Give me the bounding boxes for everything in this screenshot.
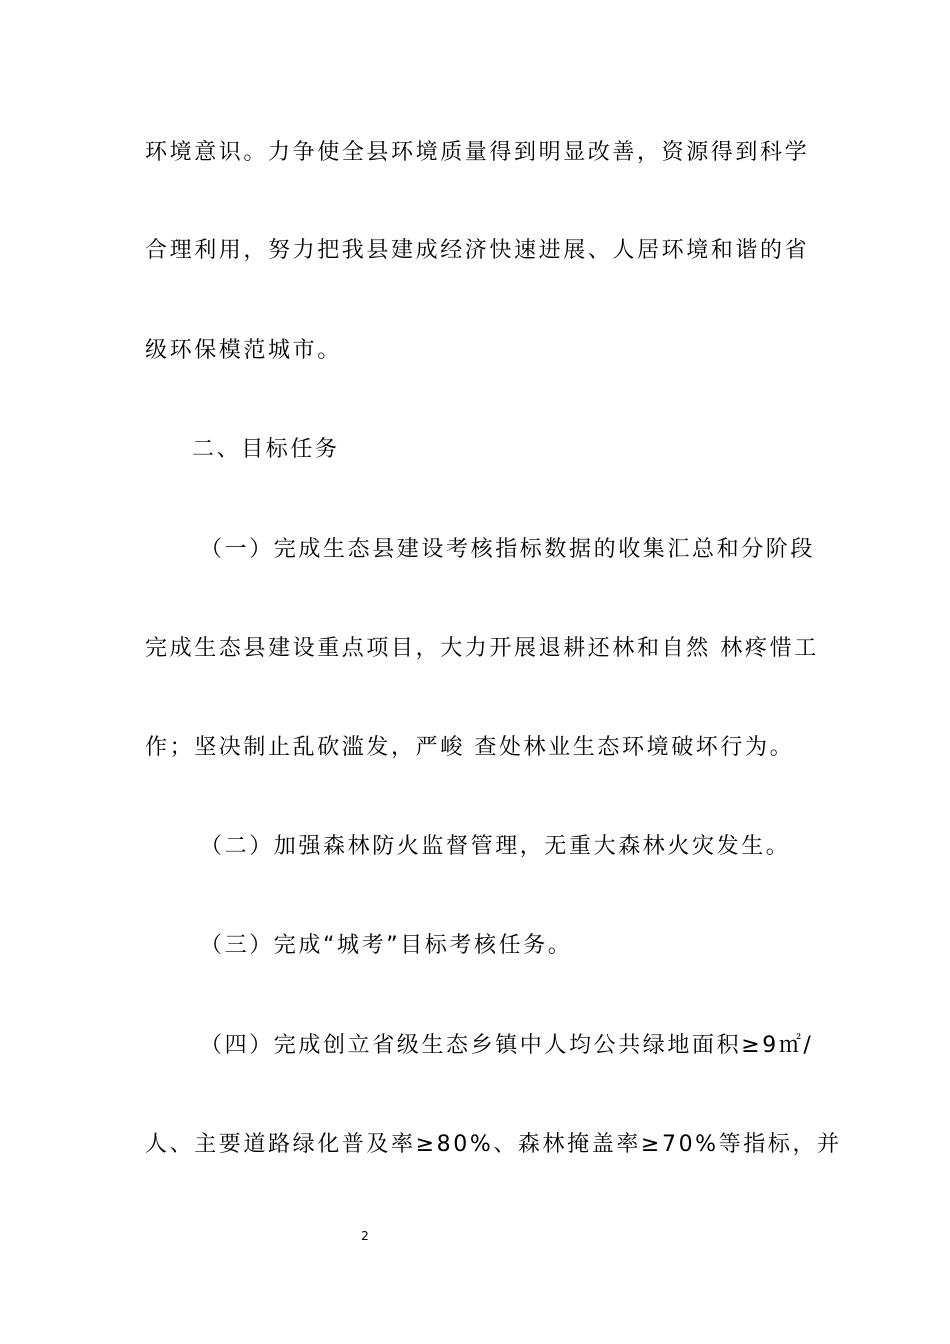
paragraph-line: （四）完成创立省级生态乡镇中人均公共绿地面积≥9㎡/ bbox=[200, 1033, 814, 1058]
paragraph-line: （二）加强森林防火监督管理，无重大森林火灾发生。 bbox=[200, 834, 791, 859]
paragraph-line: 合理利用，努力把我县建成经济快速进展、人居环境和谐的省 bbox=[145, 238, 810, 263]
page-number: 2 bbox=[361, 1229, 369, 1243]
paragraph-line: 人、主要道路绿化普及率≥80%、森林掩盖率≥70%等指标，并 bbox=[145, 1132, 842, 1157]
paragraph-line: 作；坚决制止乱砍滥发，严峻 查处林业生态环境破坏行为。 bbox=[145, 735, 795, 760]
paragraph-line: 级环保模范城市。 bbox=[145, 338, 342, 363]
paragraph-line: （一）完成生态县建设考核指标数据的收集汇总和分阶段 bbox=[200, 537, 816, 562]
paragraph-line: 完成生态县建设重点项目，大力开展退耕还林和自然 林疼惜工 bbox=[145, 636, 819, 661]
section-heading: 二、目标任务 bbox=[192, 437, 340, 462]
paragraph-line: （三）完成“城考”目标考核任务。 bbox=[200, 933, 573, 958]
paragraph-line: 环境意识。力争使全县环境质量得到明显改善，资源得到科学 bbox=[145, 140, 810, 165]
